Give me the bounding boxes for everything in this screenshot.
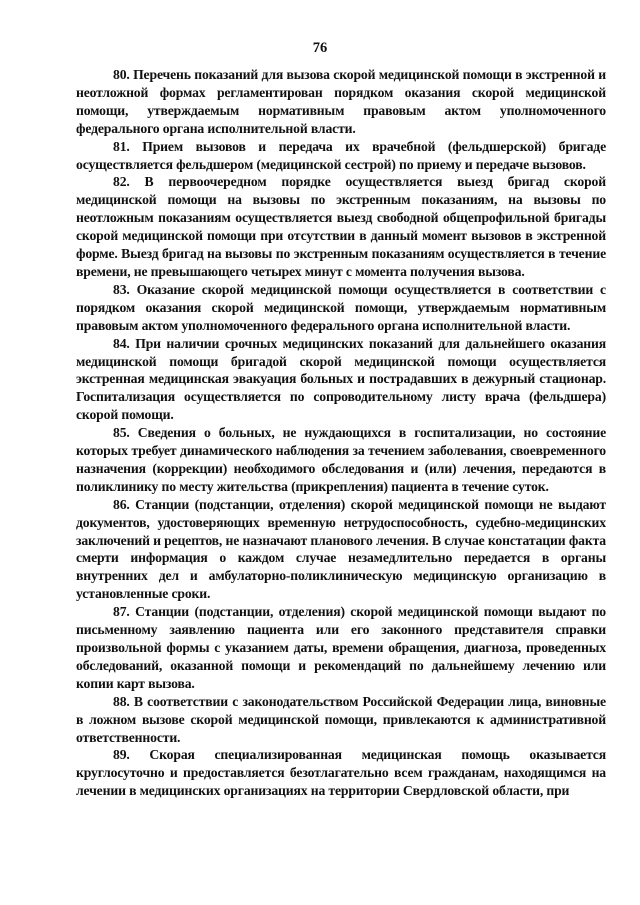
paragraph-84: 84. При наличии срочных медицинских показаний для дальнейшего оказания медицинской помощи бригадой скорой медицинской помощи осуществляется экстренная медицинская эвакуация больных и пострадавших в дежурный стационар. Госпитализация осуществляется по сопроводительному листу врача (фельдшера) скорой помощи. xyxy=(76,335,606,423)
paragraph-89: 89. Скорая специализированная медицинская помощь оказывается круглосуточно и предоставляется безотлагательно всем гражданам, находящимся на лечении в медицинских организациях на территории Свердловской области, при xyxy=(76,747,606,799)
paragraph-81: 81. Прием вызовов и передача их врачебной (фельдшерской) бригаде осуществляется фельдшером (медицинской сестрой) по приему и передаче вызовов. xyxy=(76,138,606,172)
paragraph-85: 85. Сведения о больных, не нуждающихся в госпитализации, но состояние которых требует динамического наблюдения за течением заболевания, своевременного назначения (коррекции) необходимого обследования и (или) лечения, передаются в поликлинику по месту жительства (прикрепления) пациента в течение суток. xyxy=(76,425,606,494)
page-number: 76 xyxy=(312,40,328,56)
paragraph-82: 82. В первоочередном порядке осуществляется выезд бригад скорой медицинской помощи на вызовы по экстренным показаниям, на вызовы по неотложным показаниям осуществляется выезд свободной общепрофильной бригады скорой медицинской помощи при отсутствии в данный момент вызовов в экстренной форме. Выезд бригад на вызовы по экстренным показаниям осуществляется в течение времени, не превышающего четырех минут с момента получения вызова. xyxy=(76,174,606,279)
paragraph-80: 80. Перечень показаний для вызова скорой медицинской помощи в экстренной и неотложной формах регламентирован порядком оказания скорой медицинской помощи, утверждаемым нормативным правовым актом уполномоченного федерального органа исполнительной власти. xyxy=(76,67,606,136)
paragraph-88: 88. В соответствии с законодательством Российской Федерации лица, виновные в ложном вызове скорой медицинской помощи, привлекаются к административной ответственности. xyxy=(76,693,606,745)
paragraph-86: 86. Станции (подстанции, отделения) скорой медицинской помощи не выдают документов, удостоверяющих временную нетрудоспособность, судебно-медицинских заключений и рецептов, не назначают планового лечения. В случае констатации факта смерти информация о каждом случае незамедлительно передается в органы внутренних дел и амбулаторно-поликлиническую медицинскую организацию в установленные сроки. xyxy=(76,496,606,602)
paragraph-83: 83. Оказание скорой медицинской помощи осуществляется в соответствии с порядком оказания скорой медицинской помощи, утверждаемым нормативным правовым актом уполномоченного федерального органа исполнительной власти. xyxy=(76,281,606,333)
document-body xyxy=(76,66,606,800)
paragraph-87: 87. Станции (подстанции, отделения) скорой медицинской помощи выдают по письменному заявлению пациента или его законного представителя справки произвольной формы с указанием даты, времени обращения, диагноза, проведенных обследований, оказанной помощи и рекомендаций по дальнейшему лечению или копии карт вызова. xyxy=(76,604,606,691)
